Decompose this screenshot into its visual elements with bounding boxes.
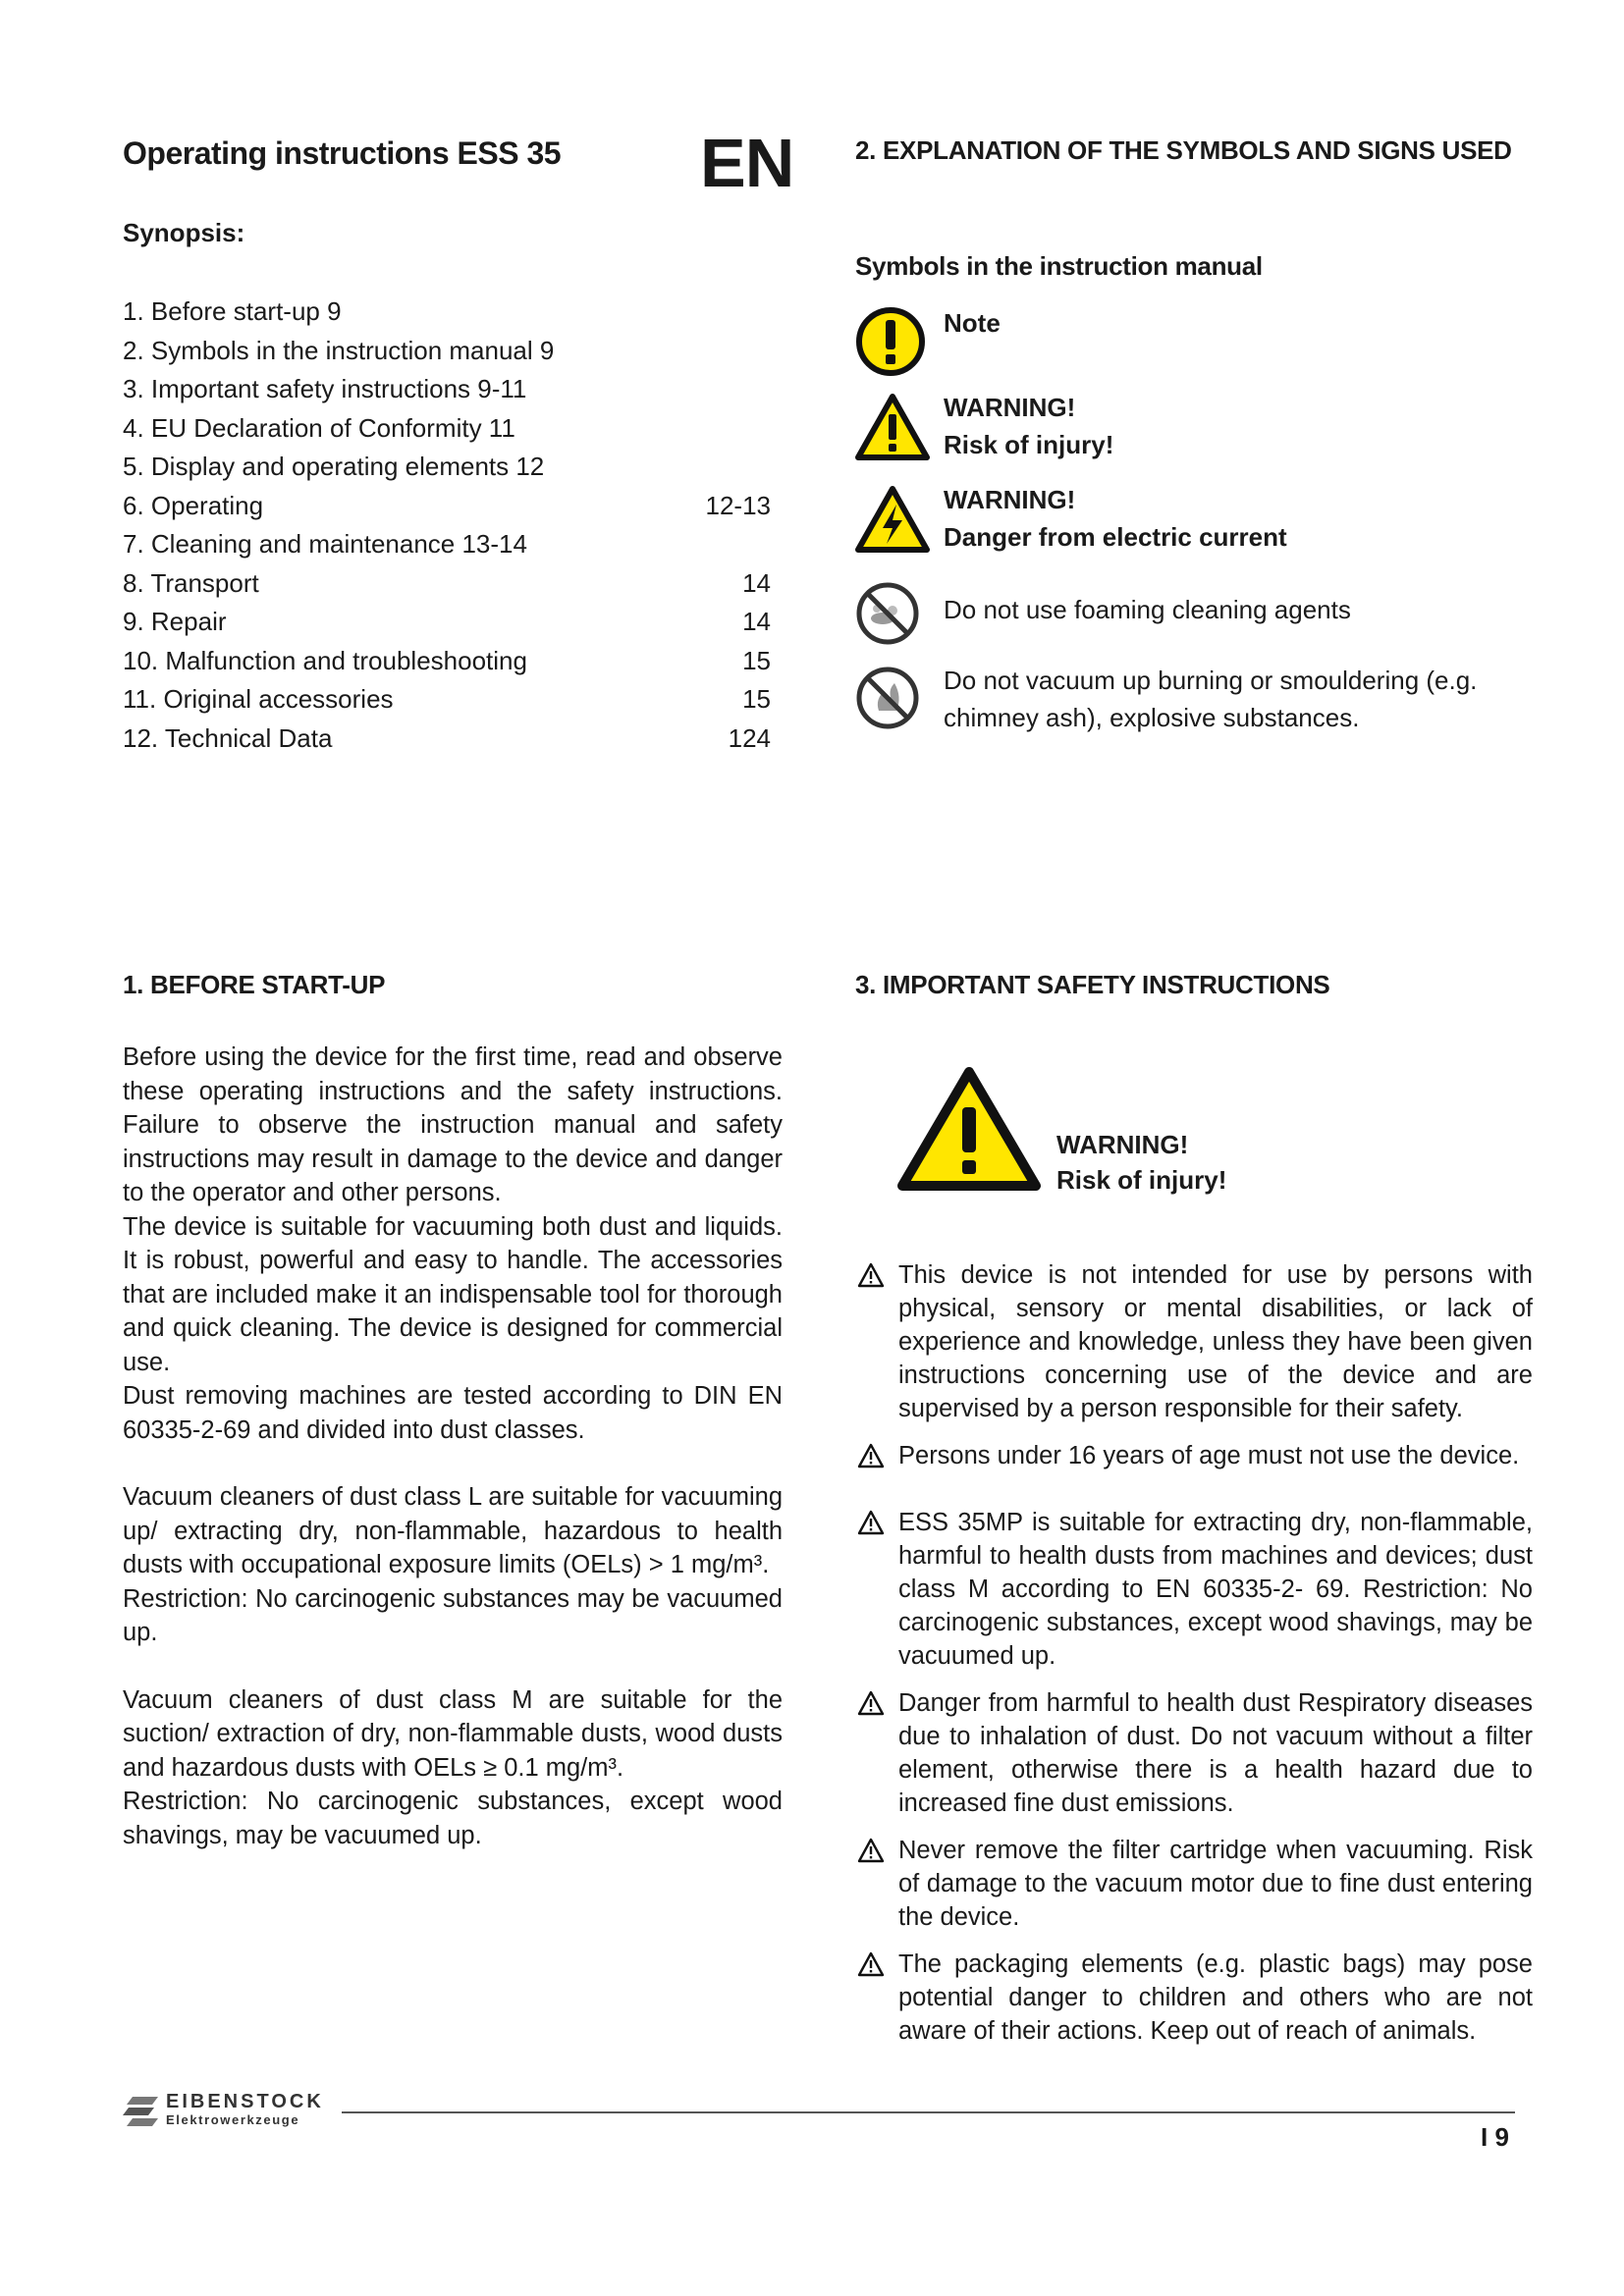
toc-page: 124 <box>728 722 771 753</box>
toc-item <box>123 293 771 332</box>
toc-item <box>123 603 771 642</box>
symbol-label: chimney ash), explosive substances. <box>944 703 1360 732</box>
symbol-label: Note <box>944 308 1001 338</box>
language-code: EN <box>700 125 794 201</box>
toc-label: 10. Malfunction and troubleshooting <box>123 645 527 675</box>
safety-text: Danger from harmful to health dust Respiratory diseases due to inhalation of dust. Do not vacuum without a filter element, otherwise there is a health hazard due to increased fine dust emissions. <box>898 1689 1533 1817</box>
paragraph: Restriction: No carcinogenic substances, except wood shavings, may be vacuumed up. <box>123 1788 783 1849</box>
note-icon <box>855 306 926 377</box>
toc-label: 4. EU Declaration of Conformity 11 <box>123 412 515 443</box>
toc-label: 5. Display and operating elements 12 <box>123 452 545 481</box>
toc-label: 2. Symbols in the instruction manual 9 <box>123 335 555 365</box>
no-burning-icon <box>855 666 920 730</box>
paragraph: Vacuum cleaners of dust class M are suitable for the suction/ extraction of dry, non-flammable dusts, wood dusts and hazardous dusts with OELs ≥ 0.1 mg/m³. <box>123 1685 783 1782</box>
section-3-heading: 3. IMPORTANT SAFETY INSTRUCTIONS <box>855 970 1330 999</box>
warning-title: WARNING! <box>1056 1130 1189 1159</box>
footer-divider <box>342 2111 1515 2113</box>
eibenstock-logo-icon <box>123 2095 160 2128</box>
safety-text: ESS 35MP is suitable for extracting dry, non-flammable, harmful to health dusts from machines and devices; dust class M according to EN 60335-2- 69. Restriction: No carcinogenic substances, except wood shavings, may be vacuumed up. <box>898 1509 1533 1670</box>
safety-instructions-list <box>855 1258 1533 2061</box>
symbol-label: Do not use foaming cleaning agents <box>944 595 1351 624</box>
toc-label: 12. Technical Data <box>123 722 333 753</box>
paragraph: Before using the device for the first time, read and observe these operating instructions and the safety instructions. Failure to observe the instruction manual and safety instructions may result in damage to the device and danger to the operator and other persons. <box>123 1043 783 1206</box>
paragraph: Vacuum cleaners of dust class L are suitable for vacuuming up/ extracting dry, non-flammable, hazardous to health dusts with occupational exposure limits (OELs) > 1 mg/m³. <box>123 1483 783 1578</box>
warning-triangle-icon <box>857 1838 885 1863</box>
toc-item <box>123 409 771 449</box>
toc-page: 14 <box>742 567 771 598</box>
warning-triangle-icon <box>857 1510 885 1535</box>
page-number: I 9 <box>1481 2122 1509 2152</box>
safety-text: Persons under 16 years of age must not use the device. <box>898 1442 1520 1469</box>
page-title: Operating instructions ESS 35 <box>123 135 562 171</box>
toc-label: 9. Repair <box>123 607 227 636</box>
brand-logo <box>123 2091 344 2130</box>
toc-label: 8. Transport <box>123 567 259 598</box>
safety-item <box>855 1686 1533 1820</box>
toc-item <box>123 525 771 564</box>
warning-electric-icon <box>855 485 930 554</box>
symbols-subheading: Symbols in the instruction manual <box>855 251 1263 281</box>
paragraph: Dust removing machines are tested according to DIN EN 60335-2-69 and divided into dust classes. <box>123 1382 783 1444</box>
safety-text: Never remove the filter cartridge when vacuuming. Risk of damage to the vacuum motor due to fine dust entering the device. <box>898 1837 1533 1931</box>
warning-triangle-icon <box>857 1951 885 1977</box>
toc-item <box>123 720 771 759</box>
toc-label: 11. Original accessories <box>123 684 394 714</box>
toc-label: 7. Cleaning and maintenance 13-14 <box>123 529 527 559</box>
safety-item <box>855 1258 1533 1425</box>
no-foam-icon <box>855 581 920 646</box>
toc-label: 3. Important safety instructions 9-11 <box>123 374 527 403</box>
toc-item <box>123 642 771 681</box>
toc-page: 12-13 <box>705 490 771 520</box>
section-2-heading: 2. EXPLANATION OF THE SYMBOLS AND SIGNS USED <box>855 135 1512 165</box>
symbol-label: Risk of injury! <box>944 430 1114 459</box>
section-1-heading: 1. BEFORE START-UP <box>123 970 386 999</box>
symbol-label: WARNING! <box>944 485 1076 514</box>
toc-page: 15 <box>742 684 771 714</box>
large-warning-icon <box>896 1066 1042 1194</box>
warning-triangle-icon <box>857 1443 885 1468</box>
safety-item <box>855 1948 1533 2048</box>
warning-triangle-icon <box>857 1690 885 1716</box>
symbol-warning-injury <box>855 389 1543 473</box>
paragraph: The device is suitable for vacuuming both dust and liquids. It is robust, powerful and easy to handle. The accessories that are included make it an indispensable tool for thorough and quick cleaning. The device is designed for commercial use. <box>123 1212 783 1376</box>
toc-item <box>123 680 771 720</box>
symbol-no-foam <box>855 579 1543 650</box>
section-1-body <box>123 1041 783 1852</box>
symbol-note <box>855 304 1543 383</box>
synopsis-list <box>123 293 771 758</box>
synopsis-heading: Synopsis: <box>123 218 245 247</box>
toc-page: 14 <box>742 607 771 636</box>
paragraph: Restriction: No carcinogenic substances may be vacuumed up. <box>123 1584 783 1646</box>
warning-injury-icon <box>855 393 930 461</box>
toc-item <box>123 487 771 526</box>
brand-subtitle: Elektrowerkzeuge <box>166 2112 300 2127</box>
safety-text: This device is not intended for use by persons with physical, sensory or mental disabilities, or lack of experience and knowledge, unless they have been given instructions concerning use of the device and are supervised by a person responsible for their safety. <box>898 1261 1533 1422</box>
symbol-label: Danger from electric current <box>944 522 1287 552</box>
symbol-label: Do not vacuum up burning or smouldering (e.g. <box>944 666 1478 695</box>
safety-item <box>855 1439 1533 1472</box>
brand-name: EIBENSTOCK <box>166 2091 324 2112</box>
symbol-label: WARNING! <box>944 393 1076 422</box>
toc-item <box>123 332 771 371</box>
toc-label: 6. Operating <box>123 490 264 520</box>
symbol-warning-electric <box>855 481 1543 565</box>
toc-item <box>123 564 771 604</box>
symbol-no-burning <box>855 662 1543 740</box>
toc-label: 1. Before start-up 9 <box>123 296 342 326</box>
warning-triangle-icon <box>857 1262 885 1288</box>
safety-item <box>855 1834 1533 1934</box>
toc-item <box>123 370 771 409</box>
safety-item <box>855 1506 1533 1673</box>
symbols-list <box>855 304 1543 736</box>
toc-page: 15 <box>742 645 771 675</box>
safety-text: The packaging elements (e.g. plastic bags) may pose potential danger to children and others who are not aware of their actions. Keep out of reach of animals. <box>898 1950 1533 2045</box>
toc-item <box>123 448 771 487</box>
warning-subtitle: Risk of injury! <box>1056 1165 1227 1195</box>
